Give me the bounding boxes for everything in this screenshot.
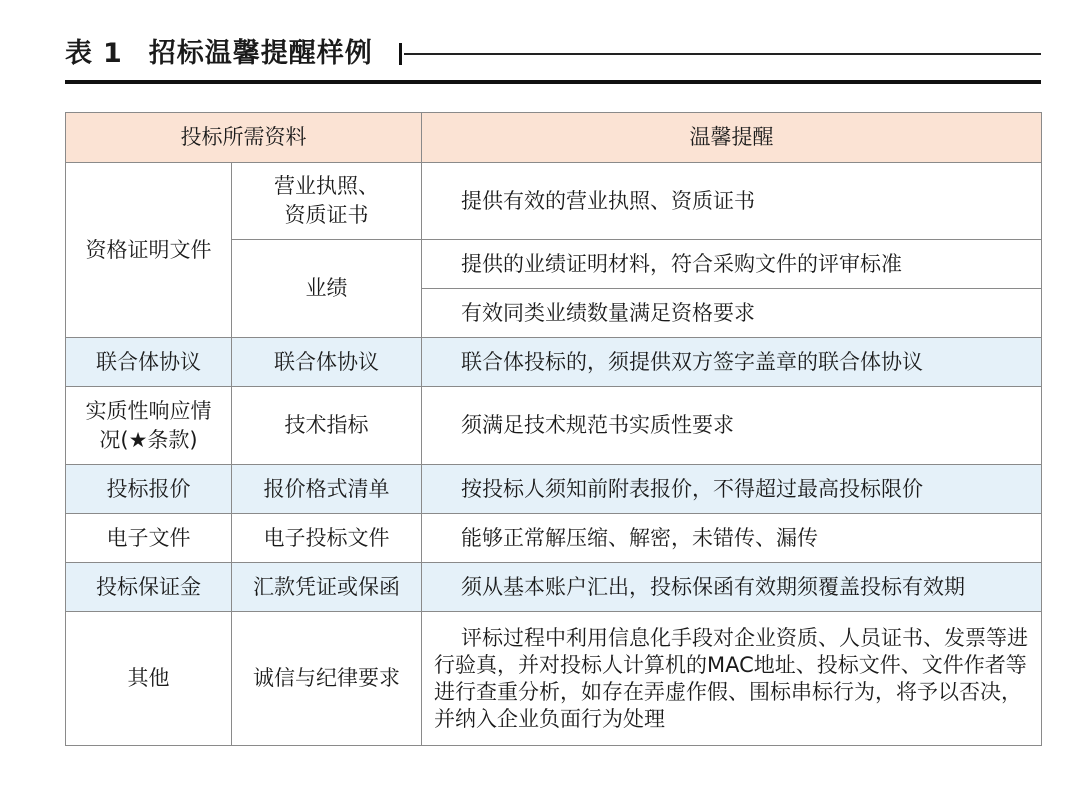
category-cell: 联合体协议 xyxy=(66,338,232,387)
category-cell: 其他 xyxy=(66,612,232,746)
title-divider-mark xyxy=(399,43,402,65)
item-cell: 联合体协议 xyxy=(232,338,422,387)
title-divider-line xyxy=(404,53,1041,55)
category-cell: 资格证明文件 xyxy=(66,163,232,338)
header-materials: 投标所需资料 xyxy=(66,113,422,163)
tip-cell: 联合体投标的，须提供双方签字盖章的联合体协议 xyxy=(422,338,1042,387)
category-text: 实质性响应情况(★条款) xyxy=(85,398,212,452)
table-row xyxy=(66,338,1042,387)
tip-cell: 提供有效的营业执照、资质证书 xyxy=(422,163,1042,240)
category-cell xyxy=(66,387,232,465)
table-title-text: 招标温馨提醒样例 xyxy=(148,38,373,69)
tip-cell: 提供的业绩证明材料，符合采购文件的评审标准 xyxy=(422,240,1042,289)
table-row xyxy=(66,612,1042,746)
table-title-prefix: 表 xyxy=(65,38,93,69)
table-row xyxy=(66,465,1042,514)
item-text: 营业执照、资质证书 xyxy=(273,174,379,227)
item-cell: 诚信与纪律要求 xyxy=(232,612,422,746)
table-title-number: 1 xyxy=(103,38,123,69)
tip-cell: 按投标人须知前附表报价，不得超过最高投标限价 xyxy=(422,465,1042,514)
item-cell: 电子投标文件 xyxy=(232,514,422,563)
item-cell: 报价格式清单 xyxy=(232,465,422,514)
category-cell: 电子文件 xyxy=(66,514,232,563)
reminder-table xyxy=(65,112,1042,746)
item-cell: 业绩 xyxy=(232,240,422,338)
table-title xyxy=(65,36,373,72)
table-row xyxy=(66,514,1042,563)
item-cell: 汇款凭证或保函 xyxy=(232,563,422,612)
item-cell xyxy=(232,163,422,240)
tip-cell: 有效同类业绩数量满足资格要求 xyxy=(422,289,1042,338)
tip-cell: 能够正常解压缩、解密，未错传、漏传 xyxy=(422,514,1042,563)
item-cell: 技术指标 xyxy=(232,387,422,465)
category-cell: 投标保证金 xyxy=(66,563,232,612)
table-title-row xyxy=(65,36,1041,72)
tip-cell: 评标过程中利用信息化手段对企业资质、人员证书、发票等进行验真，并对投标人计算机的MAC地址、投标文件、文件作者等进行查重分析，如存在弄虚作假、围标串标行为，将予以否决，并纳入企业负面行为处理 xyxy=(422,612,1042,746)
table-row xyxy=(66,563,1042,612)
header-reminder: 温馨提醒 xyxy=(422,113,1042,163)
title-rule xyxy=(65,80,1041,84)
category-cell: 投标报价 xyxy=(66,465,232,514)
tip-cell: 须从基本账户汇出，投标保函有效期须覆盖投标有效期 xyxy=(422,563,1042,612)
table-row xyxy=(66,163,1042,240)
tip-cell: 须满足技术规范书实质性要求 xyxy=(422,387,1042,465)
table-row xyxy=(66,387,1042,465)
table-header-row xyxy=(66,113,1042,163)
